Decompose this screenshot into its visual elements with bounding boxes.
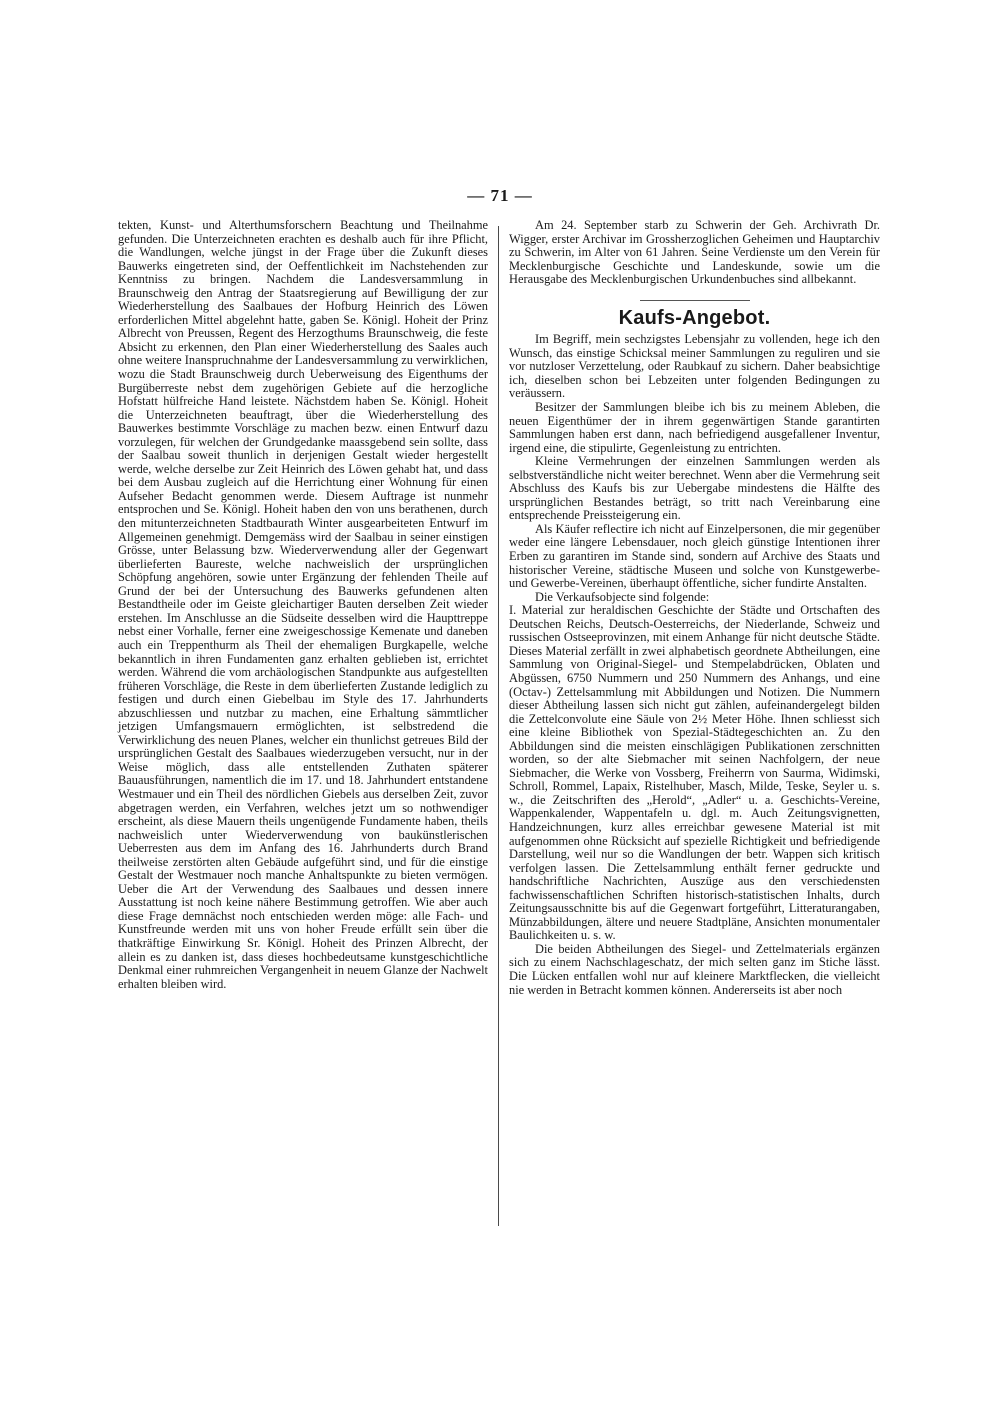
left-column [118, 219, 488, 991]
right-paragraph-3: Kleine Vermehrungen der einzelnen Sammlungen werden als selbstverständliche nicht weiter berechnet. Wenn aber die Vermehrung seit Abschluss des Kaufs bis zur Uebergabe mindestens die Hälfte des ursprünglichen Bestandes beträgt, so tritt nach Vereinbarung eine entsprechende Preissteigerung ein. [509, 454, 880, 523]
section-heading: Kaufs-Angebot. [618, 306, 771, 329]
column-divider [498, 226, 499, 1226]
section-separator [640, 300, 750, 301]
right-paragraph-4: Als Käufer reflectire ich nicht auf Einzelpersonen, die mir gegenüber weder eine längere Lebensdauer, noch gleich günstige Intentionen ihrer Erben zu garantiren im Stande sind, sondern auf Archive des Staats und historischer Vereine, städtische Museen und solche von Kunstgewerbe- und Gewerbe-Vereinen, überhaupt öffentliche, sicher fundirte Anstalten. [509, 521, 880, 591]
right-paragraph-7: Die beiden Abtheilungen des Siegel- und Zettelmaterials ergänzen sich zu einem Nachschlageschatz, der mich selten ganz im Stiche lässt. Die Lücken entfallen wohl nur auf kleinere Marktflecken, die vielleicht nie werden in Betracht kommen können. Andererseits ist aber noch [509, 941, 880, 997]
right-paragraph-1: Im Begriff, mein sechzigstes Lebensjahr zu vollenden, hege ich den Wunsch, das einstige Schicksal meiner Sammlungen zu reguliren und sie vor nutzloser Verzettelung, oder Raubkauf zu sichern. Daher beabsichtige ich, dieselben schon bei Lebzeiten unter folgenden Bedingungen zu veräussern. [509, 332, 880, 401]
left-paragraph-1: tekten, Kunst- und Alterthumsforschern Beachtung und Theilnahme gefunden. Die Unterzeichneten erachten es deshalb auch für ihre Pflicht, die Wandlungen, welche jüngst in der Frage über die Zukunft dieses Bauwerks eingetreten sind, der Oeffentlichkeit im Nachstehenden zur Kenntniss zu bringen. Nachdem die Landesversammlung in Braunschweig den Antrag der Staatsregierung auf Bewilligung der zur Wiederherstellung des Saalbaues der Hofburg Heinrich des Löwen erforderlichen Mittel abgelehnt hatte, gaben Se. Königl. Hoheit der Prinz Albrecht von Preussen, Regent des Herzogthums Braunschweig, die feste Absicht zu erkennen, den Plan einer Wiederherstellung des Saales auch ohne weitere Inanspruchnahme der Landesversammlung zu verwirklichen, wozu die Stadt Braunschweig durch Ueberweisung des Eigenthums der Burgüberreste nebst dem zugehörigen Gebiete auf die herzogliche Hofstatt hülfreiche Hand leistete. Nächstdem haben Se. Königl. Hoheit die Unterzeichneten beauftragt, über die Wiederherstellung des Bauwerkes bestimmte Vorschläge zu machen bezw. einen Entwurf dazu vorzulegen, für welchen der Grundgedanke maassgebend sein sollte, dass der Saalbau soweit thunlich in derjenigen Gestalt wieder hergestellt werde, welche derselbe zur Zeit Heinrich des Löwen gehabt hat, und dass bei dem Ausbau zugleich auf die Herrichtung einer Wohnung für einen Aufseher Bedacht genommen werde. Diesem Auftrage ist nunmehr entsprochen und Se. Königl. Hoheit haben den von uns berathenen, durch den mitunterzeichneten Stadtbaurath Winter ausgearbeiteten Entwurf im Allgemeinen genehmigt. Demgemäss wird der Saalbau in seiner einstigen Grösse, unter Belassung bzw. Wiederverwendung aller der Gegenwart überlieferten Baureste, welche nachweislich der ursprünglichen Schöpfung angehören, sowie unter Ergänzung der fehlenden Theile auf Grund der bei der Untersuchung des Bauwerks gefundenen alten Bestandtheile oder im Geiste gleichartiger Bauten derselben Zeit wieder erstehen. Im Anschlusse an die Südseite desselben wird die Haupttreppe nebst einer Vorhalle, ferner eine zweigeschossige Kemenate und daneben auch ein Treppenthurm als Theil der ehemaligen Burgkapelle, welche bekanntlich in ihren Fundamenten ganz erhalten geblieben ist, errichtet werden. Während die vom archäologischen Standpunkte aus aufgestellten früheren Vorschläge, die Reste in dem überlieferten Zustande lediglich zu festigen und durch einen Giebelbau im Style des 17. Jahrhunderts abzuschliessen und nutzbar zu machen, eine Erhaltung sämmtlicher jetzigen Umfangsmauern ermöglichten, ist selbstredend die Verwirklichung des neuen Planes, welcher ein thunlichst getreues Bild der ursprünglichen Gestalt des Saalbaues wiederzugeben versucht, nur in der Weise möglich, dass alle entstellenden Zuthaten späterer Bauausführungen, namentlich die im 17. und 18. Jahrhundert entstandene Westmauer und ein Theil des nördlichen Giebels aus derselben Zeit, zuvor abgetragen werden, ein Verfahren, welches jetzt um so nothwendiger erscheint, als diese Mauern theils ungenügende Fundamente haben, theils nachweislich unter Wiederverwendung von baukünstlerischen Ueberresten aus dem im Anfang des 16. Jahrhunderts durch Brand theilweise zerstörten alten Gebäude aufgeführt sind, und für die einstige Gestalt der Westmauer noch manche Anhaltspunkte zu bieten vermögen. Ueber die Art der Verwendung des Saalbaues und dessen innere Ausstattung ist noch keine nähere Bestimmung getroffen. Wie aber auch diese Frage demnächst noch entschieden werden möge: alle Fach- und Kunstfreunde werden mit uns von hoher Freude erfüllt sein über die thatkräftige Einwirkung Sr. Königl. Hoheit des Prinzen Albrecht, der allein es zu danken ist, dass dieses hochbedeutsame kunstgeschichtliche Denkmal einer ruhmreichen Vergangenheit in neuem Glanze der Nachwelt erhalten bleiben wird. [118, 218, 488, 991]
right-paragraph-2: Besitzer der Sammlungen bleibe ich bis zu meinem Ableben, die neuen Eigenthümer der in ihrem gegenwärtigen Stande garantirten Sammlungen haben erst dann, nach befriedigend ausgefallener Inventur, irgend eine, die stipulirte, Gegenleistung zu entrichten. [509, 400, 880, 455]
obituary-notice: Am 24. September starb zu Schwerin der Geh. Archivrath Dr. Wigger, erster Archivar im Grossherzoglichen Geheimen und Hauptarchiv zu Schwerin, im Alter von 61 Jahren. Seine Verdienste um den Verein für Mecklenburgische Geschichte und Landeskunde, sowie um die Herausgabe des Mecklenburgischen Urkundenbuches sind allbekannt. [509, 218, 880, 287]
right-paragraph-6: I. Material zur heraldischen Geschichte der Städte und Ortschaften des Deutschen Reichs, Deutsch-Oesterreichs, der Niederlande, Schweiz und russischen Ostseeprovinzen, mit einem Anhange für nicht deutsche Städte. Dieses Material zerfällt in zwei alphabetisch geordnete Abtheilungen, eine Sammlung von Original-Siegel- und Stempelabdrücken, Oblaten und Abgüssen, 6750 Nummern und 250 Nummern des Anhangs, und eine (Octav-) Zettelsammlung mit Abbildungen und Notizen. Die Nummern dieser Abtheilung lassen sich nicht gut zählen, aufeinandergelegt bilden die Zettelconvolute eine Säule von 2½ Meter Höhe. Ihnen schliesst sich eine kleine Bibliothek von Spezial-Städtegeschichten an. Zu den Abbildungen sind die meisten einschlägigen Publikationen zerschnitten worden, so der alte Siebmacher mit seinen Nachfolgern, der neue Siebmacher, die Werke von Vossberg, Freiherrn von Saurma, Widimski, Schroll, Rommel, Lapaix, Ristelhuber, Masch, Milde, Teske, Seyler u. s. w., die Zeitschriften des „Herold“, „Adler“ u. a. Geschichts-Vereine, Wappenkalender, Wappentafeln u. dgl. m. Auch Zeitungsvignetten, Handzeichnungen, kurz alles erreichbar gewesene Material ist mit aufgenommen ohne Rücksicht auf spezielle Richtigkeit und befriedigende Darstellung, weil nur so die Wandlungen der betr. Wappen sich kritisch verfolgen lassen. Die Zettelsammlung enthält ferner gedruckte und handschriftliche Nachrichten, Auszüge aus den verschiedensten fachwissenschaftlichen Schriften historisch-statistischen Inhalts, durch Zeitungsausschnitte bis auf die Gegenwart fortgeführt, Litteraturangaben, Münzabbildungen, ältere und neuere Stadtpläne, Ansichten monumentaler Baulichkeiten u. s. w. [509, 603, 880, 943]
right-column [509, 219, 880, 997]
page-number: — 71 — [467, 186, 533, 205]
right-paragraph-5: Die Verkaufsobjecte sind folgende: [535, 589, 710, 604]
